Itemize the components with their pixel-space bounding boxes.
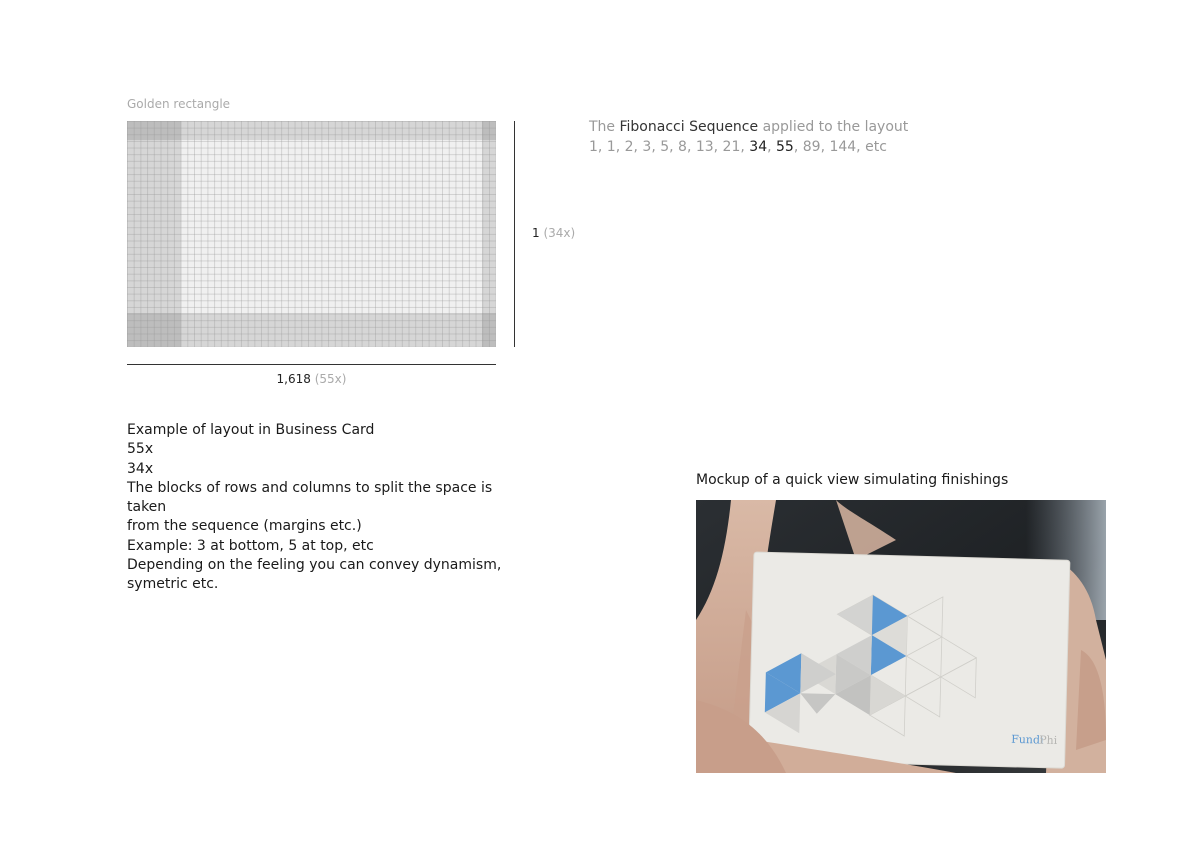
business-card-photo [696, 500, 1106, 773]
fibonacci-prefix: The [589, 119, 616, 135]
example-line: 34x [127, 460, 154, 477]
fibonacci-heading [589, 119, 908, 135]
example-line: Depending on the feeling you can convey dynamism, [127, 557, 502, 574]
business-card [749, 552, 1070, 768]
example-line: from the sequence (margins etc.) [127, 518, 362, 535]
business-card-illustration [696, 500, 1106, 773]
business-card-example-text [127, 421, 507, 595]
width-value: 1,618 [276, 372, 311, 386]
height-value: 1 [532, 226, 540, 240]
fibonacci-suffix: applied to the layout [762, 119, 909, 135]
mockup-caption: Mockup of a quick view simulating finishings [696, 472, 1009, 488]
grid-lines [127, 121, 496, 347]
brand-fundi: Fundi [1011, 732, 1044, 747]
width-label [127, 372, 496, 386]
example-line: The blocks of rows and columns to split the space is taken [127, 479, 493, 516]
golden-rectangle-grid [127, 121, 496, 347]
fibonacci-numbers-before: 1, 1, 2, 3, 5, 8, 13, 21, [589, 139, 745, 155]
fibonacci-highlight: Fibonacci Sequence [619, 119, 759, 135]
example-line: 55x [127, 441, 154, 458]
fibonacci-number-55: 55 [776, 139, 794, 155]
example-line: Example: 3 at bottom, 5 at top, etc [127, 537, 374, 554]
height-units: (34x) [543, 226, 576, 240]
fibonacci-numbers-after: 89, 144, etc [802, 139, 887, 155]
height-rule [514, 121, 515, 347]
brand-phi: Phi [1039, 733, 1058, 747]
fibonacci-number-34: 34 [749, 139, 768, 155]
example-line: symetric etc. [127, 576, 219, 593]
width-units: (55x) [314, 372, 347, 386]
height-label [532, 226, 575, 240]
fibonacci-numbers: 1, 1, 2, 3, 5, 8, 13, 21, 34, 55, 89, 144, etc [589, 139, 887, 155]
golden-rectangle-title: Golden rectangle [127, 97, 231, 111]
example-line: Example of layout in Business Card [127, 422, 375, 438]
width-rule [127, 364, 496, 365]
